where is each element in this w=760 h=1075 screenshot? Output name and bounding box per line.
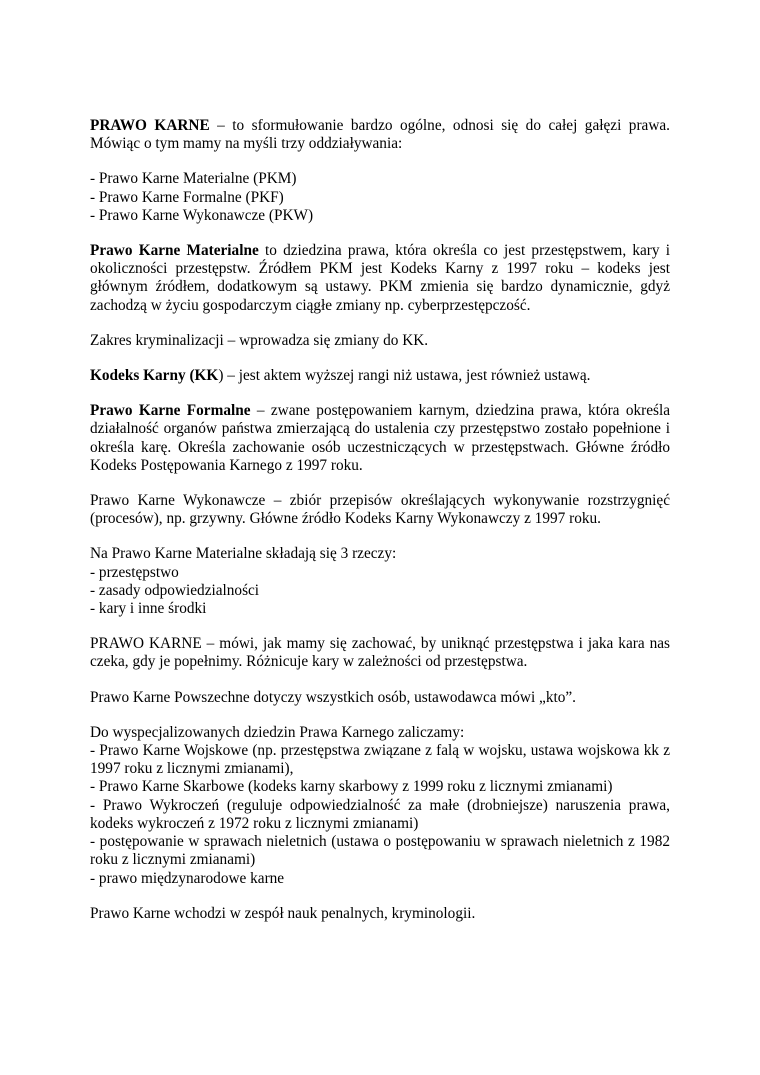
text-span: ) – jest aktem wyższej rangi niż ustawa, jest również ustawą.: [218, 367, 591, 385]
text-line: czeka, gdy je popełnimy. Różnicuje kary w zależności od przestępstwa.: [90, 653, 528, 671]
paragraph-specialized: [90, 724, 670, 888]
list-item: - Prawo Karne Wykonawcze (PKW): [90, 206, 314, 224]
text-span: – zwane postępowaniem karnym, dziedzina prawa, która określa: [250, 402, 670, 420]
text-line: Do wyspecjalizowanych dziedzin Prawa Karnego zaliczamy:: [90, 723, 465, 741]
text-line: zachodzą w życiu gospodarczym ciągłe zmiany np. cyberprzestępczość.: [90, 296, 531, 314]
term-pkm: Prawo Karne Materialne: [90, 242, 259, 260]
list-item: - zasady odpowiedzialności: [90, 581, 260, 599]
text-line: Zakres kryminalizacji – wprowadza się zmiany do KK.: [90, 331, 429, 349]
paragraph-zakres: [90, 332, 670, 350]
text-line: Prawo Karne Powszechne dotyczy wszystkich osób, ustawodawca mówi „kto”.: [90, 688, 576, 706]
paragraph-kk: [90, 367, 670, 385]
text-line: 1997 roku z licznymi zmianami),: [90, 760, 294, 778]
paragraph-intro: [90, 117, 670, 153]
term-pkf: Prawo Karne Formalne: [90, 402, 251, 420]
paragraph-closing: [90, 905, 670, 923]
text-line: działalność organów państwa zmierzającą do ustalenia czy przestępstwo zostało popełnione i: [90, 420, 670, 438]
list-item: - postępowanie w sprawach nieletnich (ustawa o postępowaniu w sprawach nieletnich z 1982: [90, 833, 670, 851]
text-line: określa karę. Określa zachowanie osób uczestniczących w przestępstwach. Główne źródło: [90, 438, 670, 456]
text-line: [90, 117, 670, 135]
text-line: roku z licznymi zmianami): [90, 851, 256, 869]
text-span: to dziedzina prawa, która określa co jest przestępstwem, kary i: [258, 242, 671, 260]
text-line: głównym źródłem, dodatkowym są ustawy. PKM zmienia się bardzo dynamicznie, gdyż: [90, 278, 670, 296]
term-prawo-karne: PRAWO KARNE: [90, 117, 210, 134]
list-item: - prawo międzynarodowe karne: [90, 869, 285, 887]
text-line: [90, 402, 670, 420]
text-span: – to sformułowanie bardzo ogólne, odnosi się do całej gałęzi prawa.: [209, 117, 670, 134]
list-item: - Prawo Karne Wojskowe (np. przestępstwa związane z falą w wojsku, ustawa wojskowa kk z: [90, 742, 670, 760]
paragraph-pkw: [90, 492, 670, 528]
text-line: [90, 242, 670, 260]
paragraph-pkm-elements: [90, 545, 670, 618]
text-line: Mówiąc o tym mamy na myśli trzy oddziaływania:: [90, 135, 403, 153]
list-item: - Prawo Wykroczeń (reguluje odpowiedzialność za małe (drobniejsze) naruszenia prawa,: [90, 796, 670, 814]
text-line: okoliczności przestępstw. Źródłem PKM jest Kodeks Karny z 1997 roku – kodeks jest: [90, 260, 670, 278]
text-line: PRAWO KARNE – mówi, jak mamy się zachować, by uniknąć przestępstwa i jaka kara nas: [90, 635, 670, 653]
paragraph-pkf: [90, 402, 670, 475]
text-line: Prawo Karne wchodzi w zespół nauk penalnych, kryminologii.: [90, 904, 476, 922]
document-page: [90, 117, 670, 940]
paragraph-pkm: [90, 242, 670, 315]
paragraph-powszechne: [90, 689, 670, 707]
list-item: - Prawo Karne Materialne (PKM): [90, 170, 297, 188]
list-item: - Prawo Karne Formalne (PKF): [90, 188, 284, 206]
term-kk: Kodeks Karny (KK: [90, 367, 219, 385]
list-item: - Prawo Karne Skarbowe (kodeks karny skarbowy z 1999 roku z licznymi zmianami): [90, 778, 613, 796]
list-item: - kary i inne środki: [90, 600, 207, 618]
text-line: (procesów), np. grzywny. Główne źródło Kodeks Karny Wykonawczy z 1997 roku.: [90, 510, 601, 528]
list-branches: [90, 170, 670, 225]
paragraph-prawo-karne-2: [90, 635, 670, 671]
text-line: kodeks wykroczeń z 1972 roku z licznymi zmianami): [90, 814, 419, 832]
text-line: Kodeks Postępowania Karnego z 1997 roku.: [90, 456, 363, 474]
text-line: Na Prawo Karne Materialne składają się 3 rzeczy:: [90, 545, 397, 563]
text-line: [90, 367, 670, 385]
text-line: Prawo Karne Wykonawcze – zbiór przepisów określających wykonywanie rozstrzygnięć: [90, 492, 670, 510]
list-item: - przestępstwo: [90, 563, 179, 581]
